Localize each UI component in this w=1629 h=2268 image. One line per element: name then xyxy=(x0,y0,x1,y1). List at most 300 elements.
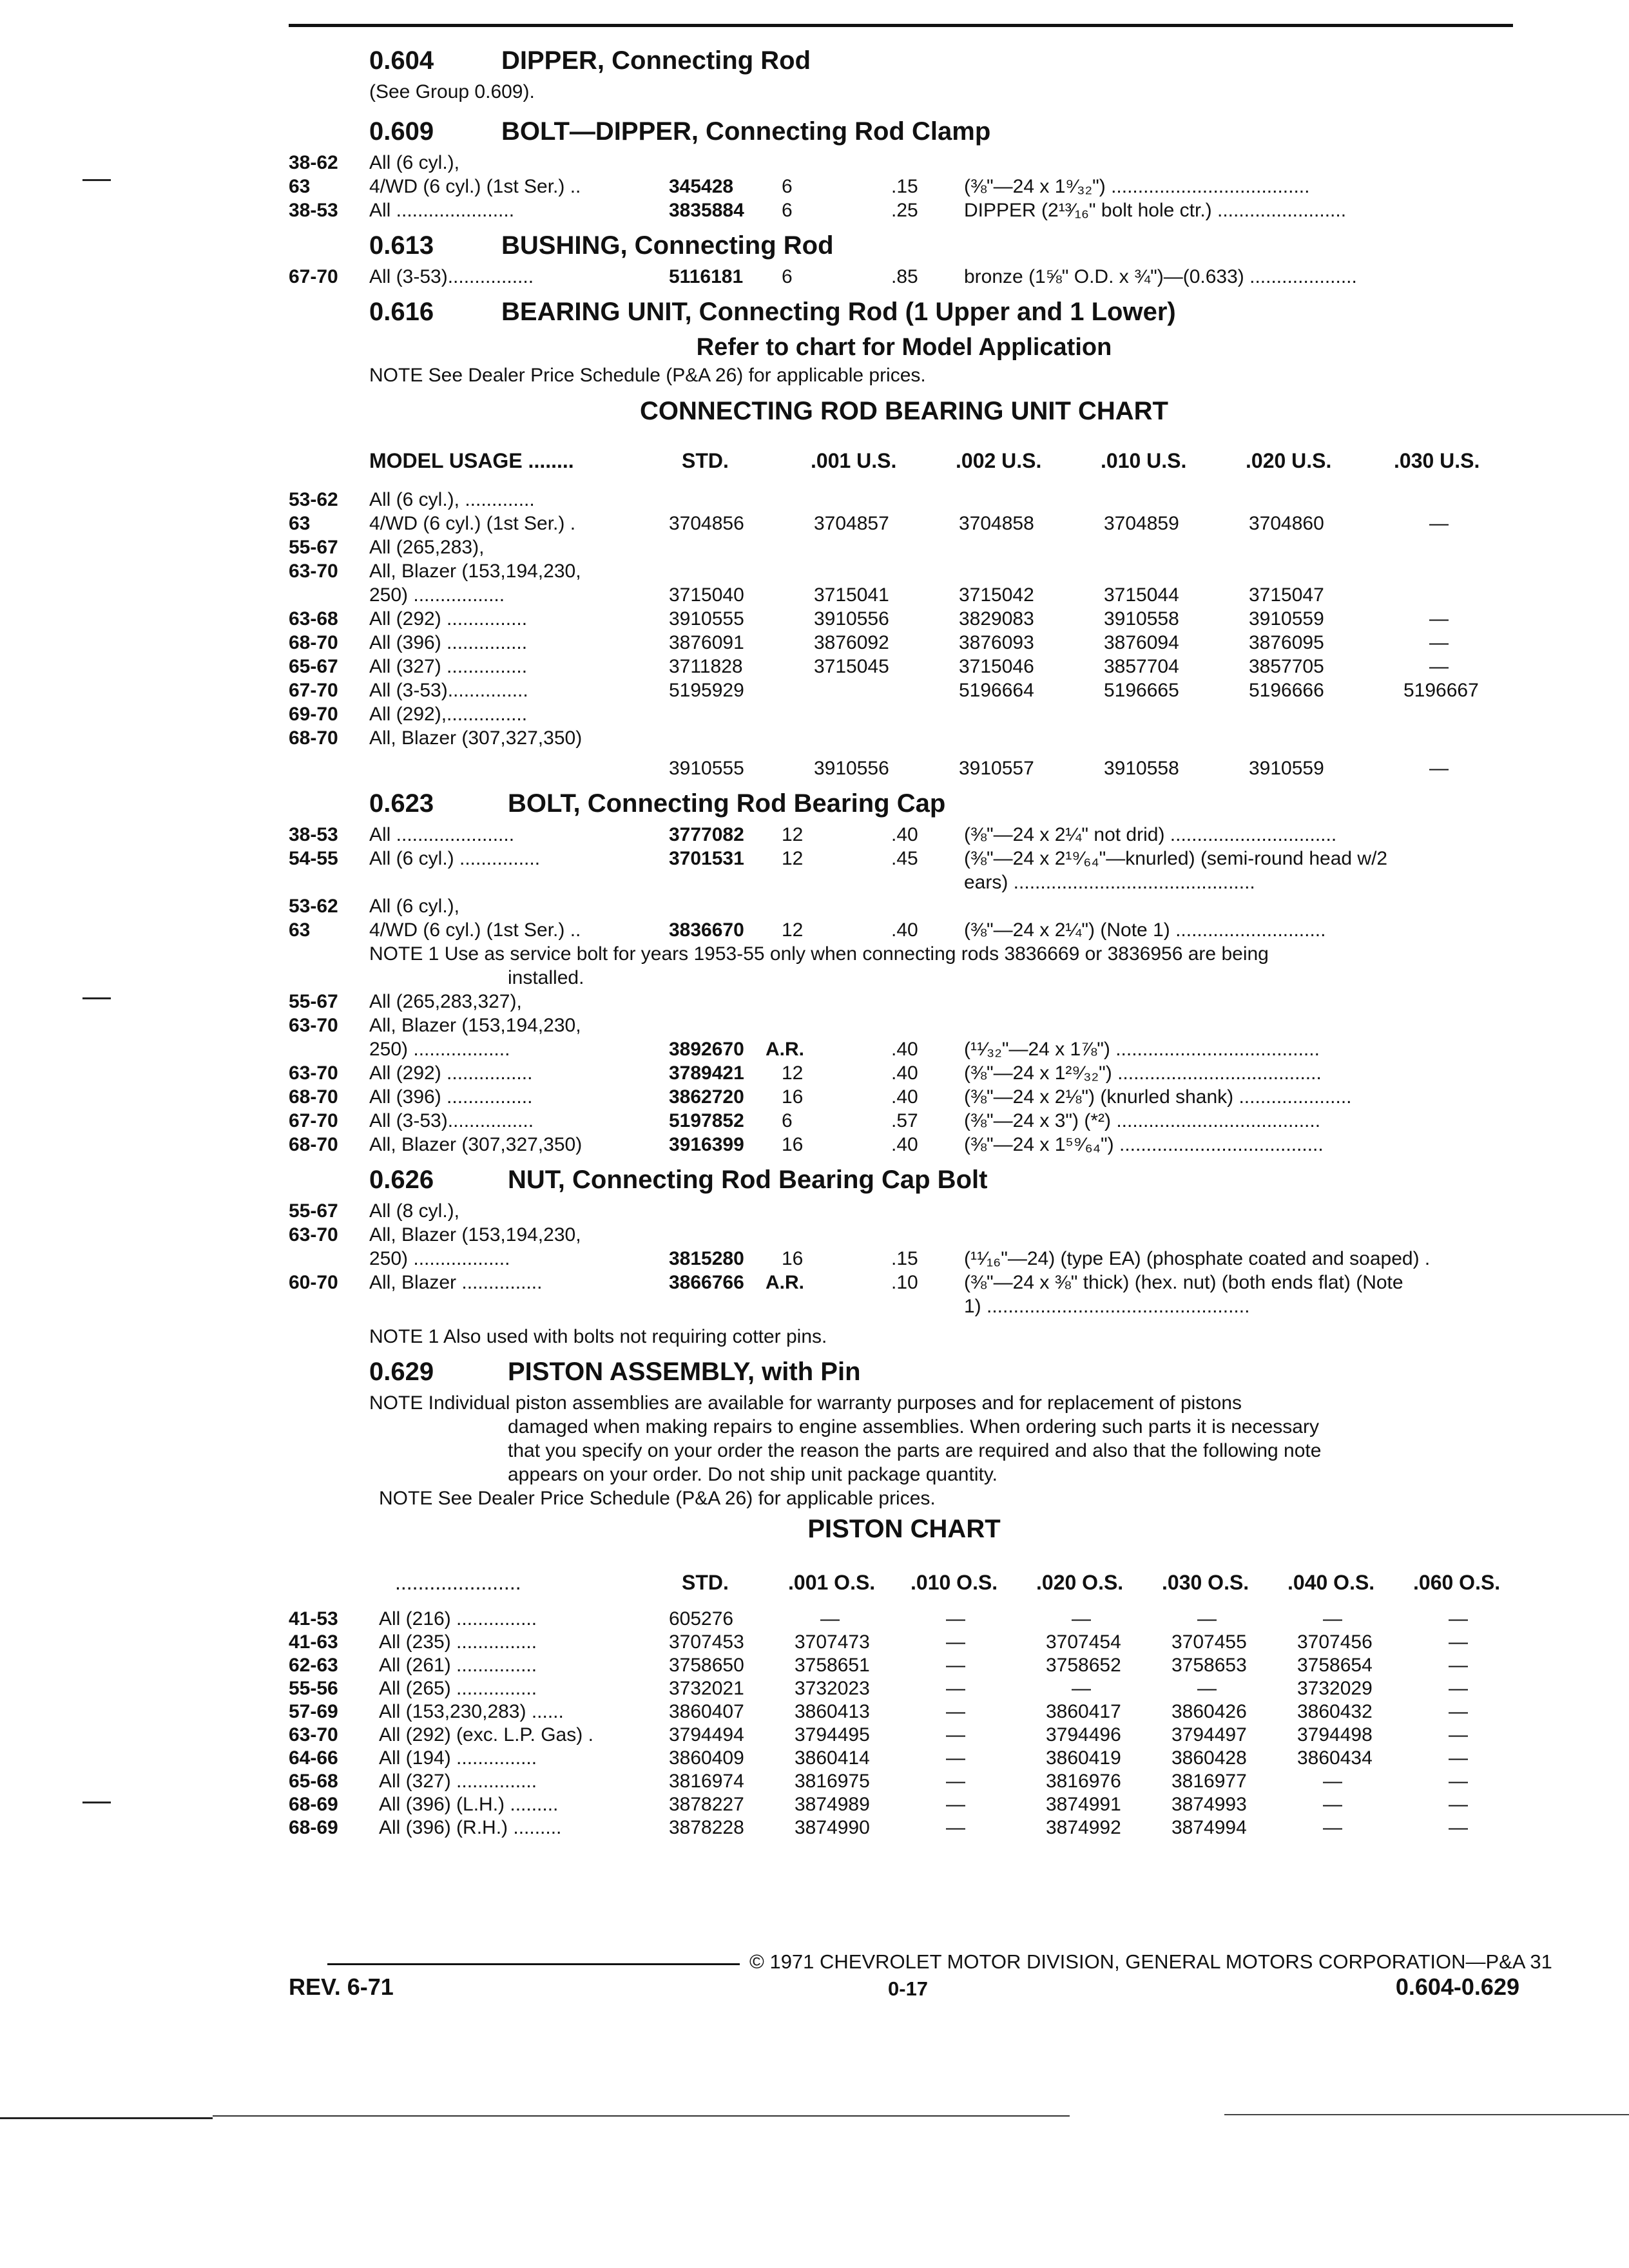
description: DIPPER (2¹³⁄₁₆" bolt hole ctr.) ........................ xyxy=(964,200,1347,221)
model-usage: All (396) (L.H.) ......... xyxy=(379,1794,559,1815)
model-usage: All (6 cyl.), xyxy=(369,152,460,173)
table-row xyxy=(289,655,1519,678)
parts-list xyxy=(289,823,1519,942)
model-usage: All (3-53)............... xyxy=(369,680,528,701)
table-cell: 3910558 xyxy=(1104,758,1179,779)
group-header xyxy=(289,1162,1519,1199)
table-cell: 3860414 xyxy=(795,1747,870,1769)
price: .45 xyxy=(891,848,918,869)
part-number: 3892670 xyxy=(669,1039,744,1060)
table-cell: — xyxy=(1072,1678,1091,1699)
section-range: 0.604-0.629 xyxy=(1395,1974,1519,2000)
group-title: NUT, Connecting Rod Bearing Cap Bolt xyxy=(508,1166,988,1194)
model-year: 60-70 xyxy=(289,1272,338,1293)
model-year: 68-70 xyxy=(289,1086,338,1108)
model-usage: All, Blazer (307,327,350) xyxy=(369,727,583,749)
table-cell: 3704858 xyxy=(959,513,1034,534)
table-cell: 3860409 xyxy=(669,1747,744,1769)
price: .40 xyxy=(891,1134,918,1155)
price: .40 xyxy=(891,919,918,941)
table-cell: 3816974 xyxy=(669,1771,744,1792)
table-cell: 3794497 xyxy=(1171,1724,1247,1745)
group-number: 0.626 xyxy=(369,1166,434,1194)
table-cell: 3857705 xyxy=(1249,656,1324,677)
parts-list xyxy=(289,151,1519,222)
table-row xyxy=(289,1630,1519,1653)
model-usage: All (261) ............... xyxy=(379,1655,537,1676)
header-001-us: .001 U.S. xyxy=(811,449,897,472)
table-cell: 3860434 xyxy=(1297,1747,1373,1769)
header-std: STD. xyxy=(682,1571,729,1594)
table-cell: 3829083 xyxy=(959,608,1034,629)
group-title: BEARING UNIT, Connecting Rod (1 Upper and 1 Lower) xyxy=(501,298,1176,326)
table-cell: 3758651 xyxy=(795,1655,870,1676)
model-usage: All (265,283,327), xyxy=(369,991,522,1012)
table-cell: 3874991 xyxy=(1046,1794,1121,1815)
table-cell: — xyxy=(1449,1724,1468,1745)
model-year: 63-70 xyxy=(289,1015,338,1036)
header-020-us: .020 U.S. xyxy=(1246,449,1332,472)
copyright: © 1971 CHEVROLET MOTOR DIVISION, GENERAL MOTORS CORPORATION—P&A 31 xyxy=(749,1950,1552,1973)
table-cell: 3860417 xyxy=(1046,1701,1121,1722)
table-cell: 3874994 xyxy=(1171,1817,1247,1838)
model-usage: All (396) ............... xyxy=(369,632,528,653)
table-cell: 3707455 xyxy=(1171,1631,1247,1653)
header-040-os: .040 O.S. xyxy=(1287,1571,1375,1594)
part-row xyxy=(289,894,1519,918)
description: (⅜"—24 x 3") (*²) ...................................... xyxy=(964,1110,1321,1131)
piston-chart-title: PISTON CHART xyxy=(807,1515,1001,1543)
model-usage: All (216) ............... xyxy=(379,1608,537,1629)
model-usage: All (396) ................ xyxy=(369,1086,533,1108)
group-title: PISTON ASSEMBLY, with Pin xyxy=(508,1358,861,1386)
header-001-os: .001 O.S. xyxy=(788,1571,876,1594)
quantity: 12 xyxy=(782,824,804,845)
table-cell: 3707454 xyxy=(1046,1631,1121,1653)
table-row xyxy=(289,631,1519,655)
description: (⅜"—24 x 1⁹⁄₃₂") ..................................... xyxy=(964,176,1310,197)
part-row xyxy=(289,823,1519,847)
table-cell: 3910557 xyxy=(959,758,1034,779)
table-cell: 3910555 xyxy=(669,608,744,629)
catalog-content xyxy=(289,37,1519,1839)
header-leader-dots: ...................... xyxy=(395,1571,521,1594)
model-usage: All (292),............... xyxy=(369,704,528,725)
model-usage: 4/WD (6 cyl.) (1st Ser.) .. xyxy=(369,919,581,941)
model-year: 68-69 xyxy=(289,1817,338,1838)
quantity: 6 xyxy=(782,266,793,287)
bearing-chart-body xyxy=(289,488,1519,780)
model-usage: All (153,230,283) ...... xyxy=(379,1701,564,1722)
table-cell: 3860419 xyxy=(1046,1747,1121,1769)
part-row xyxy=(289,1037,1519,1061)
part-row xyxy=(289,265,1519,289)
margin-mark xyxy=(82,179,111,181)
part-row xyxy=(289,1133,1519,1157)
description: bronze (1⅝" O.D. x ¾")—(0.633) .................... xyxy=(964,266,1357,287)
model-year: 55-67 xyxy=(289,537,338,558)
header-030-us: .030 U.S. xyxy=(1394,449,1480,472)
price: .10 xyxy=(891,1272,918,1293)
table-cell: 3732023 xyxy=(795,1678,870,1699)
part-number: 3777082 xyxy=(669,824,744,845)
table-cell: 3715046 xyxy=(959,656,1034,677)
model-year: 64-66 xyxy=(289,1747,338,1769)
description: (⅜"—24 x 1⁵⁹⁄₆₄") ...................................... xyxy=(964,1134,1324,1155)
model-year: 63 xyxy=(289,919,311,941)
model-year: 38-53 xyxy=(289,200,338,221)
note-1-continued: installed. xyxy=(508,967,584,988)
table-cell: 3704860 xyxy=(1249,513,1324,534)
table-cell: — xyxy=(1072,1608,1091,1629)
piston-chart-body xyxy=(289,1607,1519,1839)
model-year: 67-70 xyxy=(289,680,338,701)
model-year: 63 xyxy=(289,513,311,534)
description: (⅜"—24 x ⅜" thick) (hex. nut) (both ends flat) (Note xyxy=(964,1272,1403,1293)
table-cell: 3715045 xyxy=(814,656,889,677)
note-1: NOTE 1 Also used with bolts not requiring cotter pins. xyxy=(369,1326,827,1347)
table-cell: 3707456 xyxy=(1297,1631,1373,1653)
table-cell: 3816976 xyxy=(1046,1771,1121,1792)
table-cell: 3794498 xyxy=(1297,1724,1373,1745)
quantity: 12 xyxy=(782,1062,804,1084)
part-number: 3916399 xyxy=(669,1134,744,1155)
price: .40 xyxy=(891,1086,918,1108)
group-header xyxy=(289,785,1519,823)
model-year: 65-68 xyxy=(289,1771,338,1792)
part-number: 345428 xyxy=(669,176,734,197)
part-number: 3866766 xyxy=(669,1272,744,1293)
group-number: 0.629 xyxy=(369,1358,434,1386)
table-row xyxy=(289,1792,1519,1816)
model-year: 54-55 xyxy=(289,848,338,869)
price: .15 xyxy=(891,176,918,197)
model-usage: All (292) (exc. L.P. Gas) . xyxy=(379,1724,593,1745)
table-cell: 3874989 xyxy=(795,1794,870,1815)
model-year: 63-70 xyxy=(289,1062,338,1084)
table-cell: 3910556 xyxy=(814,758,889,779)
parts-list xyxy=(289,1199,1519,1318)
table-cell: — xyxy=(946,1631,965,1653)
table-cell: — xyxy=(1323,1794,1342,1815)
model-year: 63-68 xyxy=(289,608,338,629)
revision: REV. 6-71 xyxy=(289,1974,394,2000)
part-number: 3789421 xyxy=(669,1062,744,1084)
table-cell: 3860432 xyxy=(1297,1701,1373,1722)
top-rule xyxy=(289,24,1513,27)
quantity: A.R. xyxy=(766,1272,804,1293)
header-std: STD. xyxy=(682,449,729,472)
group-header xyxy=(289,113,1519,151)
price: .25 xyxy=(891,200,918,221)
price: .85 xyxy=(891,266,918,287)
group-title: BUSHING, Connecting Rod xyxy=(501,231,834,260)
table-cell: — xyxy=(1449,1631,1468,1653)
table-cell: 3715041 xyxy=(814,584,889,606)
table-row xyxy=(289,678,1519,702)
table-cell: 5195929 xyxy=(669,680,744,701)
price-note: NOTE See Dealer Price Schedule (P&A 26) for applicable prices. xyxy=(369,365,926,386)
description: (⅜"—24 x 1²⁹⁄₃₂") ...................................... xyxy=(964,1062,1322,1084)
model-year: 69-70 xyxy=(289,704,338,725)
table-cell: — xyxy=(1323,1771,1342,1792)
part-number: 5116181 xyxy=(669,266,744,287)
scan-edge-rule xyxy=(213,2115,1070,2117)
model-year: 68-70 xyxy=(289,727,338,749)
part-row xyxy=(289,1247,1519,1271)
group-header xyxy=(289,1354,1519,1391)
table-cell: 3715047 xyxy=(1249,584,1324,606)
table-row xyxy=(289,583,1519,607)
table-row xyxy=(289,488,1519,512)
page-number: 0-17 xyxy=(888,1977,929,2000)
group-title: BOLT—DIPPER, Connecting Rod Clamp xyxy=(501,117,991,146)
piston-chart-header xyxy=(289,1559,1519,1603)
table-cell: — xyxy=(946,1724,965,1745)
table-row xyxy=(289,1769,1519,1792)
table-cell: 3874992 xyxy=(1046,1817,1121,1838)
note-1-text: NOTE 1 Use as service bolt for years 1953-55 only when connecting rods 3836669 or 3836956 are being xyxy=(369,943,1269,965)
quantity: 6 xyxy=(782,176,793,197)
warranty-note-line: NOTE Individual piston assemblies are available for warranty purposes and for replacement of pistons xyxy=(369,1392,1242,1414)
quantity: A.R. xyxy=(766,1039,804,1060)
table-cell: 5196666 xyxy=(1249,680,1324,701)
table-cell: — xyxy=(1429,656,1449,677)
table-cell: — xyxy=(1323,1817,1342,1838)
table-cell: 3878228 xyxy=(669,1817,744,1838)
table-cell: — xyxy=(946,1817,965,1838)
table-cell: 3860428 xyxy=(1171,1747,1247,1769)
table-cell: 3758650 xyxy=(669,1655,744,1676)
price-note: NOTE See Dealer Price Schedule (P&A 26) for applicable prices. xyxy=(379,1488,936,1509)
model-year: 67-70 xyxy=(289,266,338,287)
part-row xyxy=(289,1014,1519,1037)
table-cell: 3732021 xyxy=(669,1678,744,1699)
table-cell: 3707473 xyxy=(795,1631,870,1653)
description: (⅜"—24 x 2¼") (Note 1) ............................ xyxy=(964,919,1326,941)
model-year: 38-62 xyxy=(289,152,338,173)
warranty-note-line: appears on your order. Do not ship unit package quantity. xyxy=(508,1464,998,1485)
table-cell: 3758654 xyxy=(1297,1655,1373,1676)
part-row xyxy=(289,1109,1519,1133)
description: (⅜"—24 x 2¼" not drid) ............................... xyxy=(964,824,1337,845)
model-year: 38-53 xyxy=(289,824,338,845)
header-030-os: .030 O.S. xyxy=(1162,1571,1249,1594)
model-usage: All (3-53)................ xyxy=(369,1110,534,1131)
table-cell: 3794496 xyxy=(1046,1724,1121,1745)
table-cell: — xyxy=(1449,1817,1468,1838)
table-cell: 3732029 xyxy=(1297,1678,1373,1699)
table-cell: — xyxy=(1197,1678,1217,1699)
model-usage: All (396) (R.H.) ......... xyxy=(379,1817,562,1838)
note-1 xyxy=(289,942,1519,990)
table-cell: 3715040 xyxy=(669,584,744,606)
table-cell: — xyxy=(1197,1608,1217,1629)
description: (⅜"—24 x 2⅛") (knurled shank) ..................... xyxy=(964,1086,1352,1108)
table-cell: — xyxy=(1429,632,1449,653)
warranty-note-line: damaged when making repairs to engine assemblies. When ordering such parts it is necessary xyxy=(508,1416,1319,1437)
table-cell: 3711828 xyxy=(669,656,743,677)
model-usage: All, Blazer (153,194,230, xyxy=(369,1015,581,1036)
quantity: 16 xyxy=(782,1134,804,1155)
part-row xyxy=(289,847,1519,870)
description: ears) ............................................. xyxy=(964,872,1255,893)
model-usage: All ...................... xyxy=(369,200,515,221)
table-row xyxy=(289,1816,1519,1839)
model-usage: All (6 cyl.), ............. xyxy=(369,489,535,510)
table-row xyxy=(289,1746,1519,1769)
model-usage: All ...................... xyxy=(369,824,515,845)
table-cell: 3794495 xyxy=(795,1724,870,1745)
model-usage: All (6 cyl.) ............... xyxy=(369,848,541,869)
table-cell: 3910555 xyxy=(669,758,744,779)
model-usage: All, Blazer (307,327,350) xyxy=(369,1134,583,1155)
quantity: 12 xyxy=(782,848,804,869)
header-060-os: .060 O.S. xyxy=(1413,1571,1501,1594)
table-row xyxy=(289,756,1519,780)
table-cell: 3857704 xyxy=(1104,656,1179,677)
model-usage: All, Blazer (153,194,230, xyxy=(369,1224,581,1245)
group-number: 0.609 xyxy=(369,117,434,146)
table-row xyxy=(289,1607,1519,1630)
part-number: 3836670 xyxy=(669,919,744,941)
table-cell: — xyxy=(1429,513,1449,534)
group-number: 0.616 xyxy=(369,298,434,326)
description: (⅜"—24 x 2¹⁹⁄₆₄"—knurled) (semi-round head w/2 xyxy=(964,848,1388,869)
table-cell: — xyxy=(946,1794,965,1815)
model-year: 68-70 xyxy=(289,1134,338,1155)
table-cell: 5196664 xyxy=(959,680,1034,701)
table-row xyxy=(289,607,1519,631)
part-number: 3835884 xyxy=(669,200,744,221)
model-usage: All, Blazer (153,194,230, xyxy=(369,561,581,582)
quantity: 6 xyxy=(782,200,793,221)
table-cell: 3715042 xyxy=(959,584,1034,606)
price: .40 xyxy=(891,824,918,845)
model-usage: All (8 cyl.), xyxy=(369,1200,460,1222)
header-010-us: .010 U.S. xyxy=(1101,449,1187,472)
table-cell: 3910556 xyxy=(814,608,889,629)
quantity: 16 xyxy=(782,1086,804,1108)
model-usage: 250) .................. xyxy=(369,1039,510,1060)
table-cell: 5196667 xyxy=(1403,680,1479,701)
header-model-usage: MODEL USAGE ........ xyxy=(369,449,574,472)
model-usage: All (265,283), xyxy=(369,537,485,558)
table-cell: — xyxy=(1449,1794,1468,1815)
model-year: 53-62 xyxy=(289,896,338,917)
page-footer xyxy=(289,1949,1552,2020)
model-usage: All (292) ................ xyxy=(369,1062,533,1084)
model-year: 41-63 xyxy=(289,1631,338,1653)
model-year: 41-53 xyxy=(289,1608,338,1629)
table-cell: 3878227 xyxy=(669,1794,744,1815)
see-reference: (See Group 0.609). xyxy=(369,81,535,102)
table-cell: 3876095 xyxy=(1249,632,1324,653)
model-usage: 4/WD (6 cyl.) (1st Ser.) .. xyxy=(369,176,581,197)
price: .40 xyxy=(891,1039,918,1060)
table-cell: — xyxy=(1429,758,1449,779)
part-row xyxy=(289,1294,1519,1318)
table-cell: 3707453 xyxy=(669,1631,744,1653)
model-usage: All (265) ............... xyxy=(379,1678,537,1699)
quantity: 16 xyxy=(782,1248,804,1269)
description: (¹¹⁄₁₆"—24) (type EA) (phosphate coated and soaped) . xyxy=(964,1248,1431,1269)
model-year: 67-70 xyxy=(289,1110,338,1131)
table-cell: — xyxy=(946,1747,965,1769)
table-cell: 3704856 xyxy=(669,513,744,534)
model-usage: All (327) ............... xyxy=(369,656,528,677)
group-header xyxy=(289,227,1519,265)
table-cell: 3794494 xyxy=(669,1724,744,1745)
table-cell: 3874990 xyxy=(795,1817,870,1838)
table-cell: 3816977 xyxy=(1171,1771,1247,1792)
table-cell: 3704859 xyxy=(1104,513,1179,534)
table-cell: 3910559 xyxy=(1249,758,1324,779)
quantity: 12 xyxy=(782,919,804,941)
margin-mark xyxy=(82,997,111,999)
part-row xyxy=(289,151,1519,175)
group-title: DIPPER, Connecting Rod xyxy=(501,46,811,75)
model-usage: All (3-53)................ xyxy=(369,266,534,287)
table-cell: 3876092 xyxy=(814,632,889,653)
part-row xyxy=(289,1061,1519,1085)
table-cell: 3876094 xyxy=(1104,632,1179,653)
part-row xyxy=(289,1199,1519,1223)
table-cell: 3860426 xyxy=(1171,1701,1247,1722)
table-cell: 3910558 xyxy=(1104,608,1179,629)
table-cell: — xyxy=(946,1655,965,1676)
refer-note: Refer to chart for Model Application xyxy=(696,334,1112,361)
model-usage: 250) .................. xyxy=(369,1248,510,1269)
table-cell: 3715044 xyxy=(1104,584,1179,606)
part-row xyxy=(289,1223,1519,1247)
part-row xyxy=(289,870,1519,894)
model-year: 63-70 xyxy=(289,561,338,582)
table-row xyxy=(289,512,1519,535)
table-cell: 3860407 xyxy=(669,1701,744,1722)
price: .40 xyxy=(891,1062,918,1084)
header-020-os: .020 O.S. xyxy=(1036,1571,1124,1594)
model-year: 53-62 xyxy=(289,489,338,510)
margin-mark xyxy=(82,1802,111,1803)
table-row xyxy=(289,1723,1519,1746)
table-cell: 3704857 xyxy=(814,513,889,534)
group-number: 0.623 xyxy=(369,789,434,818)
model-year: 63 xyxy=(289,176,311,197)
table-cell: — xyxy=(1449,1747,1468,1769)
model-year: 57-69 xyxy=(289,1701,338,1722)
scan-edge-rule xyxy=(0,2117,213,2119)
bearing-chart-header xyxy=(289,437,1519,481)
part-number: 3815280 xyxy=(669,1248,744,1269)
part-row xyxy=(289,175,1519,198)
table-cell: — xyxy=(1449,1701,1468,1722)
model-year: 68-70 xyxy=(289,632,338,653)
table-cell: 3874993 xyxy=(1171,1794,1247,1815)
model-year: 55-56 xyxy=(289,1678,338,1699)
model-usage: 250) ................. xyxy=(369,584,505,606)
table-cell: 3758652 xyxy=(1046,1655,1121,1676)
table-cell: 3816975 xyxy=(795,1771,870,1792)
table-cell: 3876093 xyxy=(959,632,1034,653)
price: .57 xyxy=(891,1110,918,1131)
part-number: 3701531 xyxy=(669,848,744,869)
bearing-chart-title: CONNECTING ROD BEARING UNIT CHART xyxy=(640,397,1168,425)
model-year: 68-69 xyxy=(289,1794,338,1815)
table-cell: — xyxy=(946,1701,965,1722)
table-cell: 3910559 xyxy=(1249,608,1324,629)
part-row xyxy=(289,1085,1519,1109)
